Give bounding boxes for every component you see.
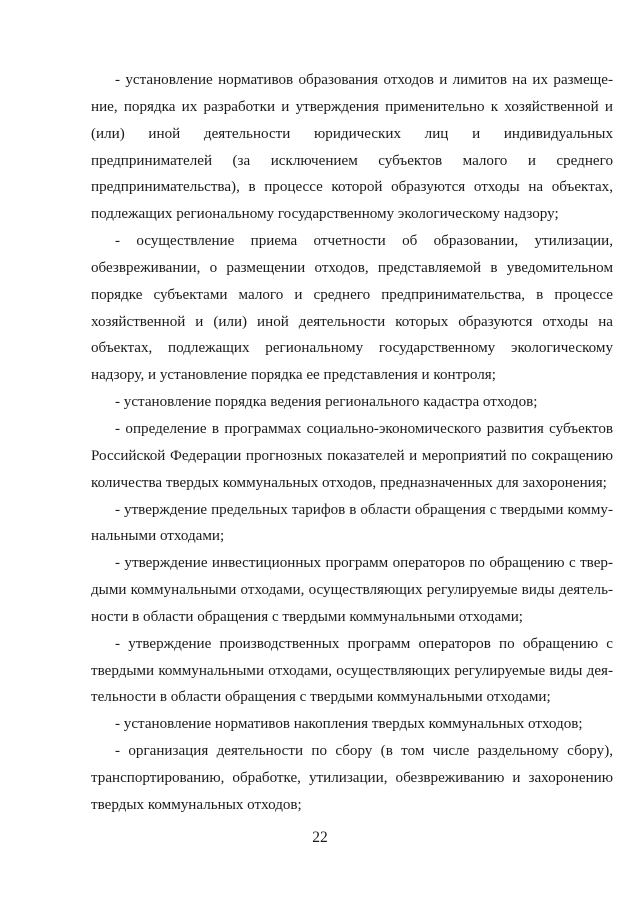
paragraph-waste-reporting: - осуществление приема отчетности об образовании, утилизации, обезвреживании, о размещении отходов, представляемой в уведомительном порядке субъектами малого и среднего предпринимательства, в процессе хозяйственной и (или) иной деятельности которых образуются отходы на объектах, подлежащих региональному государственному экологическому надзору, и установление порядка ее представления и контроля; bbox=[91, 233, 613, 384]
paragraph-production-programs: - утверждение производственных программ операторов по обращению с твердыми коммунальными отходами, осуществляющих регулируемые виды деятельности в области обращения с твердыми коммунальными отходами; bbox=[91, 635, 613, 706]
paragraph-waste-generation-norms: - установление нормативов образования отходов и лимитов на их размещение, порядка их разработки и утверждения применительно к хозяйственной и (или) иной деятельности юридических лиц и индивидуальных предпринимателей (за исключением субъектов малого и среднего предпринимательства), в процессе которой образуются отходы на объектах, подлежащих региональному государственному экологическому надзору; bbox=[91, 72, 613, 223]
paragraph-accumulation-norms: - установление нормативов накопления твердых коммунальных отходов; bbox=[115, 716, 583, 733]
page-number: 22 bbox=[312, 829, 328, 846]
document-body bbox=[91, 67, 613, 819]
paragraph-regional-cadastre: - установление порядка ведения регионального кадастра отходов; bbox=[115, 394, 538, 411]
paragraph-limit-tariffs: - утверждение предельных тарифов в области обращения с твердыми коммунальными отходами; bbox=[91, 501, 613, 545]
paragraph-investment-programs: - утверждение инвестиционных программ операторов по обращению с твердыми коммунальными отходами, осуществляющих регулируемые виды деятельности в области обращения с твердыми коммунальными отходами; bbox=[91, 555, 613, 625]
paragraph-collection-organization: - организация деятельности по сбору (в том числе раздельному сбору), транспортированию, обработке, утилизации, обезвреживанию и захоронению твердых коммунальных отходов; bbox=[91, 743, 613, 813]
paragraph-socioeconomic-programs: - определение в программах социально-экономического развития субъектов Российской Федерации прогнозных показателей и мероприятий по сокращению количества твердых коммунальных отходов, предназначенных для захоронения; bbox=[91, 420, 613, 491]
